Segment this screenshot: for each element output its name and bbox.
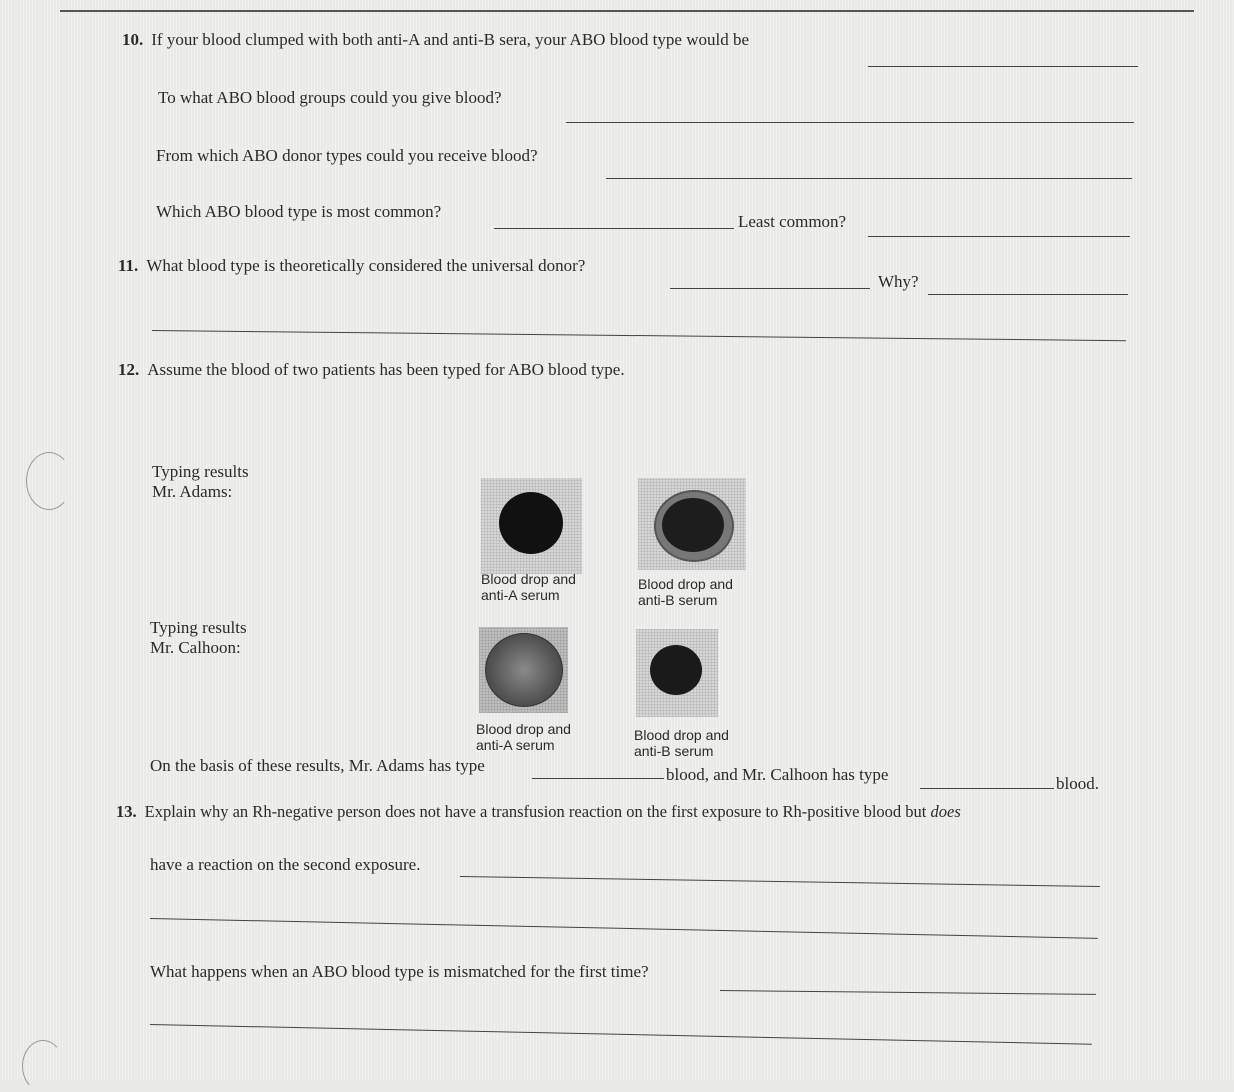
answer-blank-why[interactable] — [928, 294, 1128, 295]
calhoon-label-line1: Typing results — [150, 618, 247, 637]
question-10-receive: From which ABO donor types could you receive blood? — [156, 146, 538, 165]
blood-drop — [662, 498, 724, 552]
caption-adams-anti-a — [481, 571, 576, 603]
emphasis-does: does — [930, 802, 961, 821]
answer-blank-calhoon-type[interactable] — [920, 788, 1054, 789]
question-number: 10. — [122, 30, 144, 49]
answer-blank-receive[interactable] — [606, 178, 1132, 179]
caption-adams-anti-b — [638, 576, 733, 608]
question-12 — [118, 360, 625, 380]
question-text: Explain why an Rh-negative person does not have a transfusion reaction on the first exposure to Rh-positive blood but — [144, 802, 927, 821]
question-text: What blood type is theoretically considered the universal donor? — [146, 256, 586, 275]
binder-hole-mark — [26, 452, 72, 510]
adams-label-line2: Mr. Adams: — [152, 482, 233, 501]
calhoon-label-line2: Mr. Calhoon: — [150, 638, 241, 657]
caption-line: anti-B serum — [638, 592, 718, 608]
answer-blank-universal-donor[interactable] — [670, 288, 870, 289]
answer-blank-mismatch-continued[interactable] — [150, 1024, 1092, 1045]
caption-calhoon-anti-b — [634, 727, 729, 759]
answer-blank-give[interactable] — [566, 122, 1134, 123]
question-text: If your blood clumped with both anti-A and anti-B sera, your ABO blood type would be — [151, 30, 749, 49]
question-10 — [122, 30, 749, 50]
answer-blank-rh-reaction[interactable] — [460, 876, 1100, 887]
caption-line: Blood drop and — [638, 576, 733, 592]
caption-line: anti-B serum — [634, 743, 714, 759]
question-13-line3: What happens when an ABO blood type is mismatched for the first time? — [150, 962, 649, 981]
blood-drop — [650, 645, 702, 695]
adams-anti-b-image — [638, 478, 746, 570]
answer-blank-blood-type[interactable] — [868, 66, 1138, 67]
caption-line: Blood drop and — [481, 571, 576, 587]
question-13-line2: have a reaction on the second exposure. — [150, 855, 421, 874]
caption-line: anti-A serum — [481, 587, 560, 603]
question-13 — [116, 802, 961, 822]
adams-label-line1: Typing results — [152, 462, 249, 481]
calhoon-anti-b-image — [636, 629, 718, 717]
adams-anti-a-image — [481, 478, 582, 574]
top-rule — [60, 10, 1194, 12]
answer-blank-adams-type[interactable] — [532, 778, 664, 779]
blood-drop — [499, 492, 563, 554]
question-12-conclusion-b: blood, and Mr. Calhoon has type — [666, 765, 889, 784]
answer-blank-why-continued[interactable] — [152, 330, 1126, 341]
question-12-conclusion-c: blood. — [1056, 774, 1099, 793]
caption-line: Blood drop and — [634, 727, 729, 743]
binder-hole-mark — [22, 1040, 64, 1092]
question-number: 13. — [116, 802, 137, 821]
question-11-why: Why? — [878, 272, 919, 291]
blood-drop-clumped — [485, 633, 563, 707]
question-text: Assume the blood of two patients has been typed for ABO blood type. — [147, 360, 625, 379]
answer-blank-rh-reaction-continued[interactable] — [150, 918, 1098, 939]
question-number: 11. — [118, 256, 139, 275]
calhoon-anti-a-image — [479, 627, 568, 713]
answer-blank-most-common[interactable] — [494, 228, 734, 229]
question-10-least-common: Least common? — [738, 212, 847, 231]
answer-blank-least-common[interactable] — [868, 236, 1130, 237]
question-10-most-common: Which ABO blood type is most common? — [156, 202, 442, 221]
calhoon-label — [150, 618, 247, 658]
adams-label — [152, 462, 249, 502]
question-12-conclusion-a: On the basis of these results, Mr. Adams has type — [150, 756, 485, 775]
question-10-give: To what ABO blood groups could you give blood? — [158, 88, 502, 107]
caption-line: Blood drop and — [476, 721, 571, 737]
question-number: 12. — [118, 360, 140, 379]
caption-calhoon-anti-a — [476, 721, 571, 753]
caption-line: anti-A serum — [476, 737, 555, 753]
answer-blank-mismatch[interactable] — [720, 990, 1096, 995]
question-11 — [118, 256, 585, 276]
